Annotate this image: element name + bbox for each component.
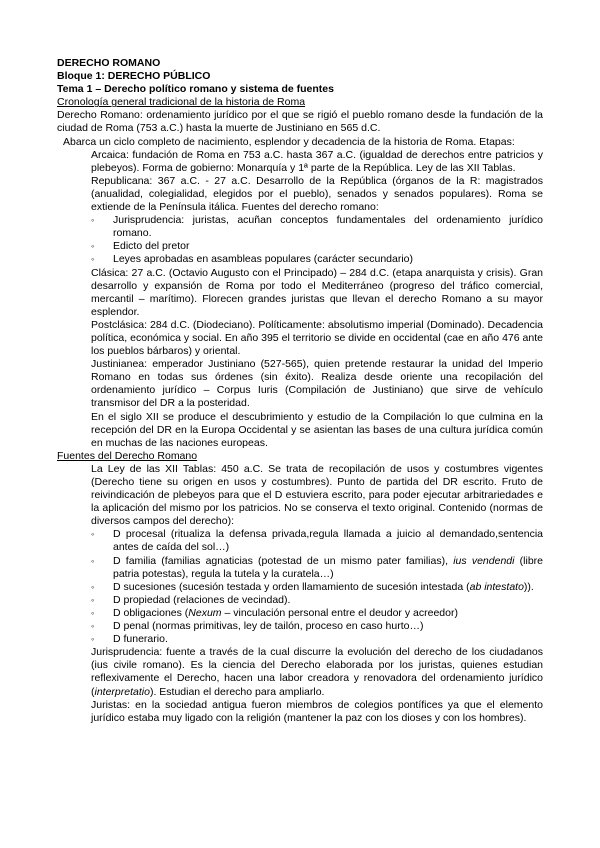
fuentes-list [91, 214, 543, 266]
section-heading-fuentes: Fuentes del Derecho Romano [57, 449, 198, 462]
list-item: ◦ D sucesiones (sucesión testada y orden llamamiento de sucesión intestada (ab intestato)). [91, 580, 534, 593]
bullet-icon: ◦ [91, 241, 95, 252]
paragraph-xii-tablas: La Ley de las XII Tablas: 450 a.C. Se trata de recopilación de usos y costumbres vigentes (Derecho tiene su origen en usos y costumbres). Punto de partida del DR escrito. Fruto de reivindicación de plebeyos para que el D estuviera escrito, para poder ejecutar arbitrariedades e la aplicación del mismo por los patricios. No se conserva el texto original. Contenido (normas de diversos campos del derecho): [91, 462, 543, 528]
block-title: Bloque 1: DERECHO PÚBLICO [57, 70, 211, 83]
paragraph-intro: Derecho Romano: ordenamiento jurídico por el que se rigió el pueblo romano desde la fundación de la ciudad de Roma (753 a.C.) hasta la muerte de Justiniano en 565 d.C. [57, 109, 543, 135]
paragraph-clasica: Clásica: 27 a.C. (Octavio Augusto con el Principado) – 284 d.C. (etapa anarquista y crisis). Gran desarrollo y expansión de Roma por todo el Mediterráneo (progreso del tráfico comercial, mercantil – marítimo). Florecen grandes juristas que llevan el derecho Romano a su mayor esplendor. [91, 266, 543, 318]
list-item: ◦ Jurisprudencia: juristas, acuñan conceptos fundamentales del ordenamiento jurídico romano. [91, 214, 543, 240]
section-heading-cronologia: Cronología general tradicional de la historia de Roma [57, 96, 306, 109]
bullet-icon: ◦ [91, 621, 95, 632]
list-item: ◦ D penal (normas primitivas, ley de tailón, proceso en caso hurto…) [91, 620, 424, 633]
bullet-icon: ◦ [91, 581, 95, 592]
bullet-icon: ◦ [91, 594, 95, 605]
contenido-list [91, 528, 543, 646]
list-item: ◦ D propiedad (relaciones de vecindad). [91, 593, 291, 606]
bullet-icon: ◦ [91, 529, 95, 540]
paragraph-etapas: Abarca un ciclo completo de nacimiento, esplendor y decadencia de la historia de Roma. Etapas: [63, 135, 515, 148]
list-item: ◦ D funerario. [91, 633, 168, 646]
paragraph-juristas: Juristas: en la sociedad antigua fueron miembros de colegios pontífices ya que el elemento jurídico estaba muy ligado con la religión (mantener la paz con los dioses y con los hombres). [91, 698, 543, 724]
paragraph-justinianea: Justinianea: emperador Justiniano (527-565), quien pretende restaurar la unidad del Imperio Romano en todas sus órdenes (sin éxito). Realiza desde oriente una recopilación del ordenamiento jurídico – Corpus Iuris (Compilación de Justiniano) que sirve de vehículo transmisor del DR a la posteridad. [91, 358, 543, 410]
list-item: ◦ D familia (familias agnaticias (potestad de un mismo pater familias), ius vendendi (libre patria potestas), regula la tutela y la curatela…) [91, 554, 543, 580]
topic-title: Tema 1 – Derecho político romano y sistema de fuentes [57, 83, 334, 96]
bullet-icon: ◦ [91, 254, 95, 265]
list-item: ◦ Edicto del pretor [91, 240, 190, 253]
list-item: ◦ Leyes aprobadas en asambleas populares (carácter secundario) [91, 253, 414, 266]
paragraph-jurisprudencia: Jurisprudencia: fuente a través de la cual discurre la evolución del derecho de los ciudadanos (ius civile romano). Es la ciencia del Derecho elaborada por los juristas, quienes estudian reflexivamente el Derecho, hacen una labor creadora y renovadora del ordenamiento jurídico (interpretatio). Estudian el derecho para ampliarlo. [91, 646, 543, 698]
bullet-icon: ◦ [91, 607, 95, 618]
paragraph-republicana: Republicana: 367 a.C. - 27 a.C. Desarrollo de la República (órganos de la R: magistrados (anualidad, colegialidad, elegidos por el pueblo), senados y senados populares). Roma se extiende de la Península itálica. Fuentes del derecho romano: [91, 174, 543, 214]
paragraph-arcaica: Arcaica: fundación de Roma en 753 a.C. hasta 367 a.C. (igualdad de derechos entre patricios y plebeyos). Forma de gobierno: Monarquía y 1ª parte de la República. Ley de las XII Tablas. [91, 148, 543, 174]
bullet-icon: ◦ [91, 555, 95, 566]
paragraph-postclasica: Postclásica: 284 d.C. (Diodeciano). Políticamente: absolutismo imperial (Dominado). Decadencia política, económica y social. En año 395 el territorio se divide en occidental (cae en año 476 ante los pueblos bárbaros) y oriental. [91, 318, 543, 358]
bullet-icon: ◦ [91, 634, 95, 645]
bullet-icon: ◦ [91, 215, 95, 226]
list-item: ◦ D obligaciones (Nexum – vinculación personal entre el deudor y acreedor) [91, 606, 458, 619]
paragraph-siglo-xii: En el siglo XII se produce el descubrimiento y estudio de la Compilación lo que culmina en la recepción del DR en la Europa Occidental y se asientan las bases de una cultura jurídica común en muchas de las naciones europeas. [91, 410, 543, 449]
list-item: ◦ D procesal (ritualiza la defensa privada,regula llamada a juicio al demandado,sentencia antes de caída del sol…) [91, 528, 543, 554]
document-title: DERECHO ROMANO [57, 57, 161, 69]
